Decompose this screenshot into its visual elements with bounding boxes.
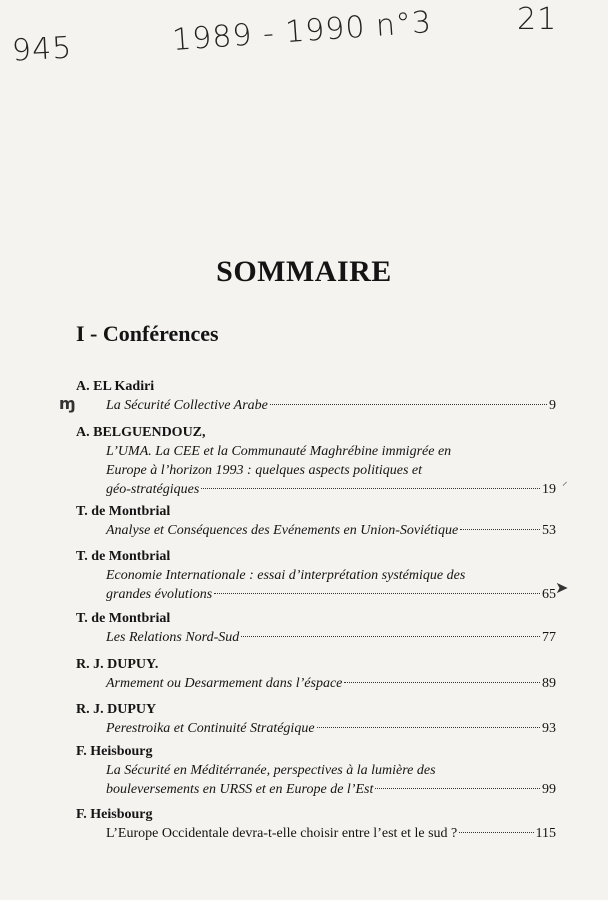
margin-arrow-icon: ➤	[555, 578, 569, 597]
toc-title-line: La Sécurité en Méditérranée, perspectives à la lumière des	[106, 763, 436, 778]
margin-tick-icon: ⸝	[562, 475, 568, 488]
toc-title-line: Europe à l’horizon 1993 : quelques aspects politiques et	[106, 463, 422, 478]
dot-leader	[241, 636, 540, 637]
toc-page-number: 93	[542, 721, 556, 736]
toc-page-number: 19	[542, 482, 556, 497]
toc-title-last-line	[106, 521, 556, 540]
toc-author: T. de Montbrial	[76, 611, 171, 626]
toc-title-text: La Sécurité Collective Arabe	[106, 398, 268, 413]
dot-leader	[460, 529, 540, 530]
section-heading: I - Conférences	[76, 321, 219, 346]
toc-page-number: 77	[542, 630, 556, 645]
toc-page-number: 99	[542, 782, 556, 797]
toc-title-last-line	[106, 674, 556, 693]
toc-title-text: Armement ou Desarmement dans l’éspace	[106, 676, 343, 691]
toc-author: T. de Montbrial	[76, 504, 171, 519]
toc-page-number: 53	[542, 523, 556, 538]
toc-title-text: géo-stratégiques	[106, 482, 200, 497]
toc-author: R. J. DUPUY.	[76, 657, 159, 672]
toc-title-line: L’UMA. La CEE et la Communauté Maghrébine immigrée en	[106, 444, 452, 459]
toc-title-last-line	[106, 480, 556, 499]
toc-author: A. EL Kadiri	[76, 379, 155, 394]
dot-leader	[375, 788, 540, 789]
dot-leader	[344, 682, 540, 683]
margin-mark-icon: ɱ	[59, 394, 76, 413]
dot-leader	[201, 488, 540, 489]
toc-title-text: grandes évolutions	[106, 587, 213, 602]
toc-title-last-line	[106, 824, 556, 843]
toc-title-line: Economie Internationale : essai d’interprétation systémique des	[106, 568, 466, 583]
toc-title-last-line	[106, 780, 556, 799]
toc-entry	[76, 701, 556, 738]
toc-title-last-line	[106, 396, 556, 415]
toc-title-text: Perestroika et Continuité Stratégique	[106, 721, 315, 736]
toc-entry	[76, 610, 556, 647]
toc-entry	[76, 743, 556, 799]
page-title: SOMMAIRE	[216, 255, 392, 288]
toc-entry	[76, 503, 556, 540]
toc-author: F. Heisbourg	[76, 807, 153, 822]
toc-title-text: bouleversements en URSS et en Europe de l’Est	[106, 782, 374, 797]
toc-title-last-line	[106, 719, 556, 738]
toc-title-last-line	[106, 628, 556, 647]
toc-title-text: L’Europe Occidentale devra-t-elle choisir entre l’est et le sud ?	[106, 826, 458, 841]
handwritten-years: 1989 - 1990 n°3	[171, 4, 434, 59]
toc-page-number: 65	[542, 587, 556, 602]
toc-page-number: 89	[542, 676, 556, 691]
toc-entry	[76, 424, 556, 499]
toc-entry	[76, 378, 556, 415]
toc-page-number: 115	[535, 826, 556, 841]
toc-author: R. J. DUPUY	[76, 702, 157, 717]
toc-title-text: Analyse et Conséquences des Evénements en Union-Soviétique	[106, 523, 459, 538]
toc-page-number: 9	[549, 398, 556, 413]
dot-leader	[317, 727, 540, 728]
dot-leader	[459, 832, 533, 833]
toc-title-text: Les Relations Nord-Sud	[106, 630, 240, 645]
toc-author: A. BELGUENDOUZ,	[76, 425, 206, 440]
dot-leader	[214, 593, 540, 594]
handwritten-catalog-number: 945	[11, 30, 74, 69]
dot-leader	[270, 404, 547, 405]
toc-author: T. de Montbrial	[76, 549, 171, 564]
toc-entry	[76, 548, 556, 604]
toc-entry	[76, 656, 556, 693]
toc-author: F. Heisbourg	[76, 744, 153, 759]
toc-entry	[76, 806, 556, 843]
toc-title-last-line	[106, 585, 556, 604]
handwritten-page-mark: 21	[517, 2, 558, 37]
